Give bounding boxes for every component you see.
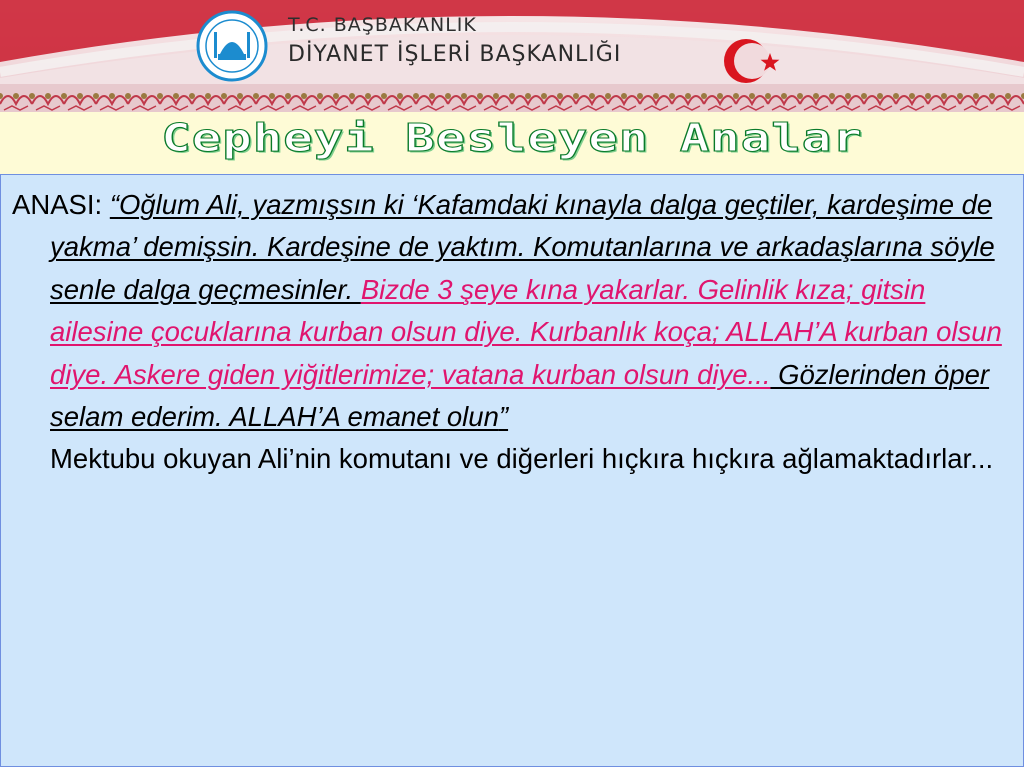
header-title-top: T.C. BAŞBAKANLIK bbox=[288, 14, 477, 36]
ornament-border bbox=[0, 84, 1024, 112]
open-quote: “ bbox=[109, 189, 119, 220]
crescent-star-icon bbox=[720, 30, 782, 92]
footer-strip bbox=[0, 721, 1024, 767]
header-banner bbox=[0, 0, 1024, 112]
letter-segment-1: Oğlum Ali, yazmışsın ki ‘Kafamdaki kınayla dalga geçtiler, kardeşime de yakma’ demişsin. Kardeşine de yaktım. Komutanlarına ve arkadaşlarına söyle senle dalga geçmesinler. bbox=[50, 189, 995, 305]
letter-segment-3: Gözlerinden öper selam ederim. ALLAH’A emanet olun bbox=[50, 358, 990, 433]
speaker-label: ANASI: bbox=[12, 189, 110, 220]
slide-title: Cepheyi Besleyen Analar bbox=[161, 116, 863, 161]
header-title-main: DİYANET İŞLERİ BAŞKANLIĞI bbox=[288, 42, 622, 67]
diyanet-logo-icon bbox=[196, 10, 268, 82]
letter-segment-henna: Bizde 3 şeye kına yakarlar. Gelinlik kıza; gitsin ailesine çocuklarına kurban olsun diye. Kurbanlık koça; ALLAH’A kurban olsun diye. Askere giden yiğitlerimize; vatana kurban olsun diye... bbox=[50, 273, 1002, 390]
close-quote: ” bbox=[498, 401, 509, 433]
closing-note: Mektubu okuyan Ali’nin komutanı ve diğerleri hıçkıra hıçkıra ağlamaktadırlar... bbox=[50, 443, 994, 475]
letter-text bbox=[12, 184, 1016, 481]
